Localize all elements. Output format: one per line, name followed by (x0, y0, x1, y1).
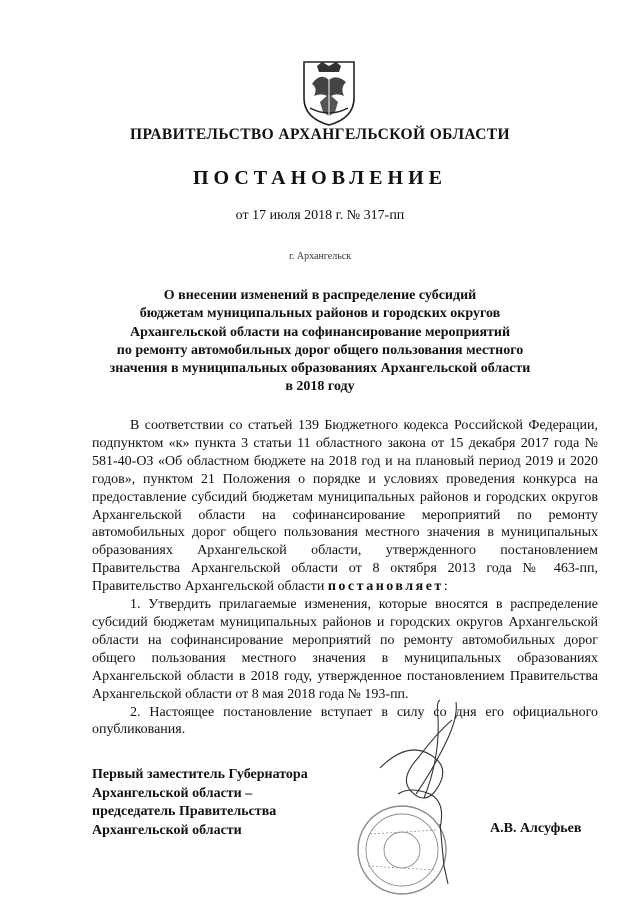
city: г. Архангельск (288, 251, 352, 262)
title-line: в 2018 году (285, 379, 355, 395)
signer-line: Первый заместитель Губернатора (92, 767, 308, 782)
decrees-colon: : (443, 579, 448, 595)
title-line: О внесении изменений в распределение субсидий (163, 288, 477, 303)
document-type: ПОСТАНОВЛЕНИЕ (193, 167, 447, 189)
title-line: бюджетам муниципальных районов и городских округов (139, 306, 501, 322)
title-line: по ремонту автомобильных дорог общего пользования местного (116, 342, 524, 358)
coat-of-arms-icon (300, 58, 358, 128)
government-name: ПРАВИТЕЛЬСТВО АРХАНГЕЛЬСКОЙ ОБЛАСТИ (129, 126, 510, 143)
signer-name: А.В. Алсуфьев (490, 821, 582, 836)
decree-title (80, 287, 560, 397)
signer-line: председатель Правительства (92, 804, 277, 819)
item-1: 1. Утвердить прилагаемые изменения, которые вносятся в распределение субсидий бюджетам муниципальных районов и городских округов Архангельской области на софинансирование мероприятий по ремонту автомобильных дорог общего пользования местного значения в муниципальных образованиях Архангельской области в 2018 году, утвержденное постановлением Правительства Архангельской области от 8 мая 2018 года № 193-пп. (92, 597, 598, 702)
item-2: 2. Настоящее постановление вступает в силу со дня его официального опубликования. (92, 704, 598, 738)
signer-position (92, 766, 392, 840)
signer-line: Архангельской области – (92, 785, 253, 801)
preamble-paragraph (92, 417, 598, 596)
title-line: значения в муниципальных образованиях Архангельской области (109, 361, 531, 377)
preamble-text: В соответствии со статьей 139 Бюджетного кодекса Российской Федерации, подпунктом «к» пункта 3 статьи 11 областного закона от 15 декабря 2017 года № 581-40-ОЗ «Об областном бюджете на 2018 год и на плановый период 2019 и 2020 годов», пунктом 21 Положения о порядке и условиях проведения конкурса на предоставление субсидий бюджетам муниципальных районов и городских округов Архангельской области на софинансирование мероприятий по ремонту автомобильных дорог общего пользования местного значения в муниципальных образованиях Архангельской области, утвержденного постановлением Правительства Архангельской области от 8 октября 2013 года № 463-пп, Правительство Архангельской области (92, 418, 598, 595)
signer-line: Архангельской области (92, 822, 242, 838)
title-line: Архангельской области на софинансирование мероприятий (129, 324, 511, 340)
decree-body (92, 417, 598, 739)
decrees-word: постановляет (327, 579, 444, 595)
date-and-number: от 17 июля 2018 г. № 317-пп (235, 208, 405, 223)
